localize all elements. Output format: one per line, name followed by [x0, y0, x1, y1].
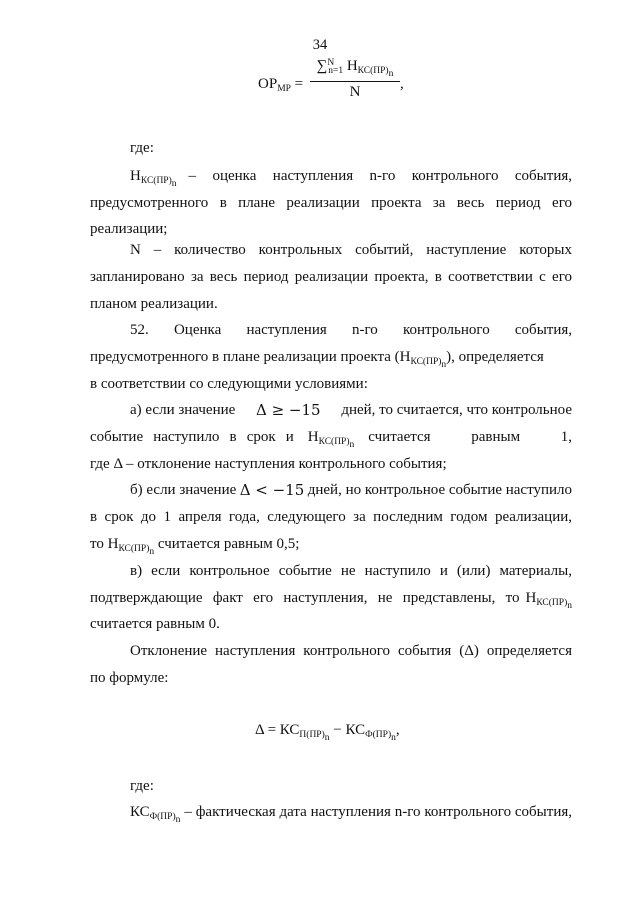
condition-b-line2: в срок до 1 апреля года, следующего за последним годом реализации,	[90, 509, 572, 525]
formula-op-mp: $ОР_{МР}$ =	[258, 76, 304, 94]
condition-a-line2: событие наступило в срок и $Н_{КС(ПР)_n}$ считается равным 1,	[90, 429, 573, 450]
condition-a-line3: где Δ – отклонение наступления контрольного события;	[90, 456, 447, 472]
definition-ksf: $КС_{Ф(ПР)_n}$ – фактическая дата наступления n-го контрольного события,	[130, 804, 572, 825]
definition-h-line3: реализации;	[90, 221, 168, 237]
definition-h-line1: $Н_{КС(ПР)_n}$ – оценка наступления n-го контрольного события,	[130, 168, 572, 189]
condition-c-line1: в) если контрольное событие не наступило и (или) материалы,	[130, 563, 572, 579]
page-number: 34	[312, 37, 328, 53]
definition-n-line3: планом реализации.	[90, 296, 218, 312]
condition-c-line2: подтверждающие факт его наступления, не представлены, то $Н_{КС(ПР)_n}$	[90, 590, 572, 611]
formula-delta: $\Delta = КС_{П(ПР)_n} - КС_{Ф(ПР)_n}$,	[255, 722, 400, 743]
condition-b-line3: то $Н_{КС(ПР)_n}$ считается равным 0,5;	[90, 536, 300, 557]
item52-line2: предусмотренного в плане реализации проекта $(Н_{КС(ПР)_n})$, определяется	[90, 349, 544, 370]
condition-a-line1: а) если значение Δ ≥ −15 дней, то считается, что контрольное	[130, 401, 572, 419]
deviation-line1: Отклонение наступления контрольного события (Δ) определяется	[130, 643, 572, 659]
definition-n-line2: запланировано за весь период реализации проекта, в соответствии с его	[90, 269, 572, 285]
deviation-line2: по формуле:	[90, 670, 169, 686]
item52-line3: в соответствии со следующими условиями:	[90, 376, 368, 392]
formula-op-mp-fraction: ∑$^N_{n=1}$ $Н_{КС(ПР)_n}$ N	[310, 58, 400, 101]
formula-comma: ,	[400, 76, 404, 92]
condition-c-line3: считается равным 0.	[90, 616, 220, 632]
condition-b-line1: б) если значение Δ < −15 дней, но контрольное событие наступило	[130, 481, 572, 499]
definition-h-line2: предусмотренного в плане реализации проекта за весь период его	[90, 195, 572, 211]
where-label: где:	[130, 140, 154, 156]
item52-line1: 52. Оценка наступления n-го контрольного события,	[130, 322, 572, 338]
where-label-2: где:	[130, 778, 154, 794]
definition-n-line1: N – количество контрольных событий, наступление которых	[130, 242, 572, 258]
